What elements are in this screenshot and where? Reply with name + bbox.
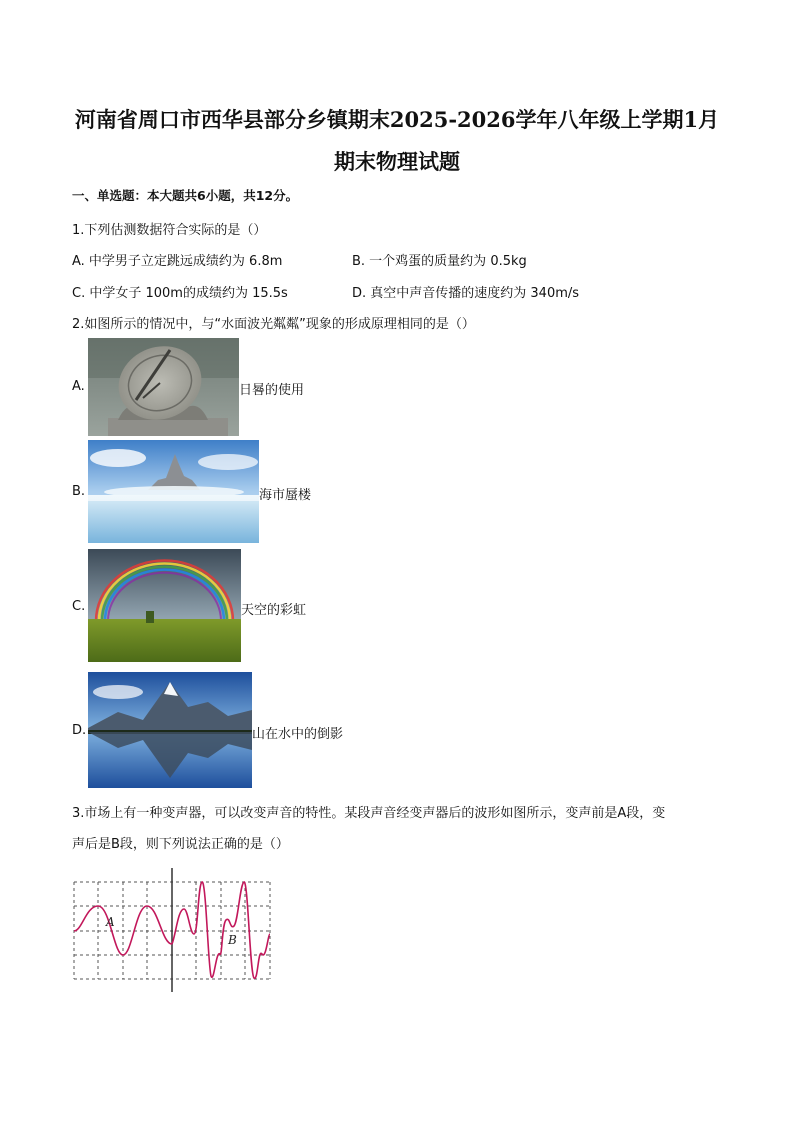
q2-stem: 2.如图所示的情况中，与“水面波光粼粼”现象的形成原理相同的是（） bbox=[72, 317, 475, 332]
page-title-line2: 期末物理试题 bbox=[334, 149, 460, 174]
q1-option-c: C. 中学女子 100m的成绩约为 15.5s bbox=[72, 286, 288, 301]
q1-stem: 1.下列估测数据符合实际的是（） bbox=[72, 223, 267, 238]
q3-stem-line1: 3.市场上有一种变声器，可以改变声音的特性。某段声音经变声器后的波形如图所示，变声前是A段，变 bbox=[72, 806, 666, 821]
q1-option-d: D. 真空中声音传播的速度约为 340m/s bbox=[352, 286, 580, 301]
q2-option-b-letter: B. bbox=[72, 484, 86, 499]
q2-option-a-caption: 日晷的使用 bbox=[239, 383, 305, 398]
q2-option-b-caption: 海市蜃楼 bbox=[259, 488, 312, 503]
section-heading: 一、单选题：本大题共6小题，共12分。 bbox=[72, 188, 299, 203]
q2-option-c-caption: 天空的彩虹 bbox=[241, 603, 307, 618]
q2-option-a-letter: A. bbox=[72, 379, 85, 394]
wave-label-a: A bbox=[106, 915, 115, 929]
waveform-figure bbox=[70, 864, 276, 994]
reflection-image bbox=[88, 672, 252, 788]
q2-option-d-letter: D. bbox=[72, 723, 87, 738]
page-title-line1: 河南省周口市西华县部分乡镇期末2025-2026学年八年级上学期1月 bbox=[74, 107, 720, 132]
q2-option-c-letter: C. bbox=[72, 599, 86, 614]
q3-stem-line2: 声后是B段，则下列说法正确的是（） bbox=[72, 837, 289, 852]
q1-option-a: A. 中学男子立定跳远成绩约为 6.8m bbox=[72, 254, 283, 269]
q2-option-d-caption: 山在水中的倒影 bbox=[252, 727, 344, 742]
sundial-image bbox=[88, 338, 239, 436]
mirage-image bbox=[88, 440, 259, 543]
q1-option-b: B. 一个鸡蛋的质量约为 0.5kg bbox=[352, 254, 527, 269]
wave-label-b: B bbox=[228, 933, 237, 947]
rainbow-image bbox=[88, 549, 241, 662]
